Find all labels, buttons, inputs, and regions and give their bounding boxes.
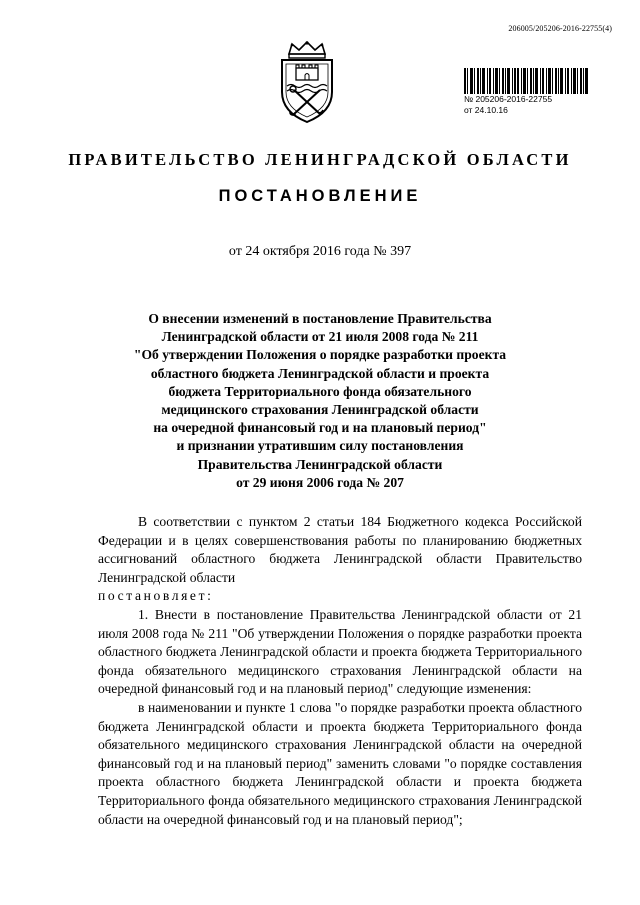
subject-line: медицинского страхования Ленинградской области xyxy=(161,402,479,418)
document-code: 206005/205206-2016-22755(4) xyxy=(508,24,612,33)
registration-stamp xyxy=(464,68,594,116)
subject-line: "Об утверждении Положения о порядке разработки проекта xyxy=(133,347,507,363)
document-date-number: от 24 октября 2016 года № 397 xyxy=(228,244,412,259)
item-1-paragraph: 1. Внести в постановление Правительства Ленинградской области от 21 июля 2008 года № 211 "Об утверждении Положения о порядке разработки проекта областного бюджета Ленинградской области и проекта бюджета Территориального фонда обязательного медицинского страхования Ленинградской области на очередной финансовый год и на плановый период" следующие изменения: xyxy=(98,606,582,697)
subject-line: О внесении изменений в постановление Правительства xyxy=(148,311,492,326)
barcode-icon xyxy=(464,68,589,94)
registration-number: № 205206-2016-22755 xyxy=(464,94,553,104)
organization-title: ПРАВИТЕЛЬСТВО ЛЕНИНГРАДСКОЙ ОБЛАСТИ xyxy=(68,150,572,169)
item-1-change-paragraph: в наименовании и пункте 1 слова "о порядке разработки проекта областного бюджета Ленинградской области и проекта бюджета Территориального фонда обязательного медицинского страхования Ленинградской области на очередной финансовый год и на плановый период" заменить словами "о порядке составления проекта областного бюджета Ленинградской области и проекта бюджета Территориального фонда обязательного медицинского страхования Ленинградской области на очередной финансовый год и на плановый период"; xyxy=(98,699,582,827)
subject-line: на очередной финансовый год и на плановый период" xyxy=(153,420,487,436)
coat-of-arms-emblem xyxy=(272,40,342,124)
subject-line: Правительства Ленинградской области xyxy=(197,456,443,472)
subject-line: и признании утратившим силу постановления xyxy=(176,438,464,454)
registration-date: от 24.10.16 xyxy=(464,105,508,115)
resolves-word: постановляет: xyxy=(98,588,214,604)
document-body xyxy=(98,513,582,829)
document-type: ПОСТАНОВЛЕНИЕ xyxy=(218,187,422,205)
preamble-paragraph: В соответствии с пунктом 2 статьи 184 Бюджетного кодекса Российской Федерации и в целях совершенствования работы по планированию бюджетных ассигнований областного бюджета Ленинградской области Правительство Ленинградской области xyxy=(98,514,582,585)
subject-line: бюджета Территориального фонда обязательного xyxy=(168,383,472,399)
subject-line: от 29 июня 2006 года № 207 xyxy=(236,474,404,490)
document-subject xyxy=(0,310,640,492)
subject-line: Ленинградской области от 21 июля 2008 года № 211 xyxy=(161,329,479,345)
subject-line: областного бюджета Ленинградской области и проекта xyxy=(150,365,490,381)
